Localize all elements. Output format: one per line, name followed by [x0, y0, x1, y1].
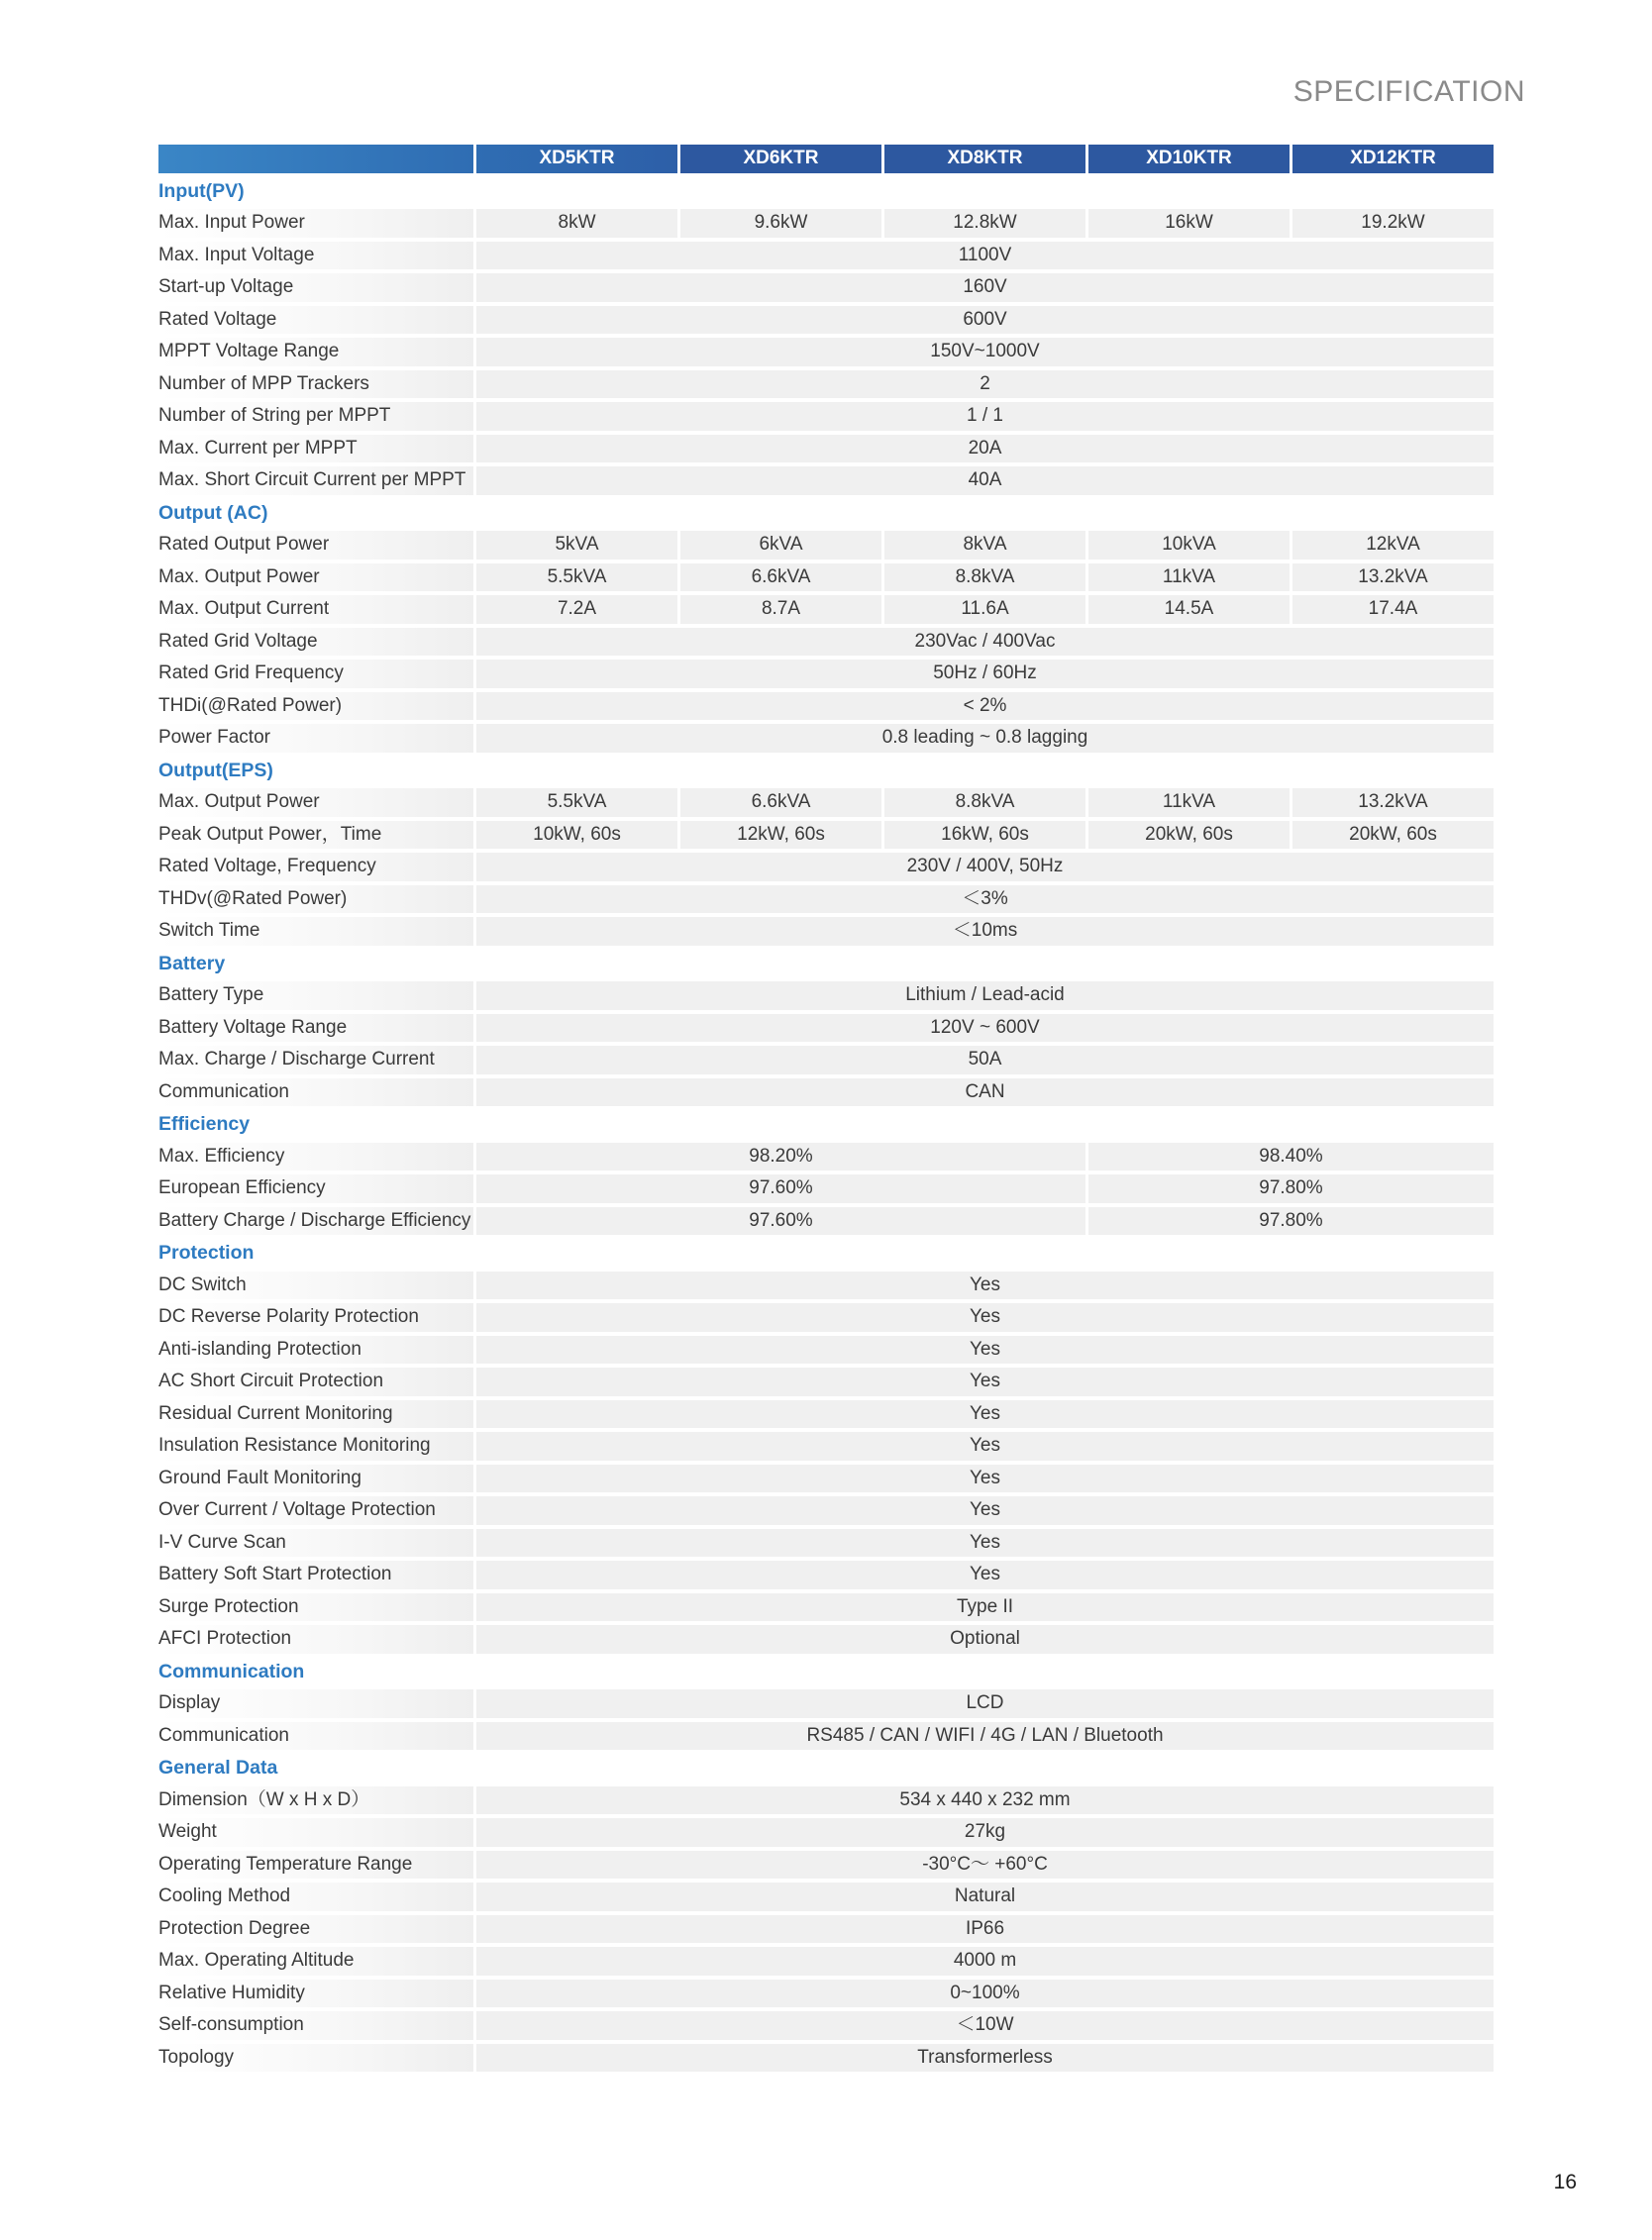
spec-value: 10kVA: [1088, 531, 1290, 560]
spec-value: 13.2kVA: [1292, 788, 1494, 817]
spec-row: [158, 1529, 1494, 1558]
spec-row: [158, 788, 1494, 817]
spec-label: Start-up Voltage: [158, 273, 473, 302]
spec-value: 13.2kVA: [1292, 563, 1494, 592]
section-title: Output (AC): [158, 499, 1494, 528]
spec-row: [158, 1593, 1494, 1622]
spec-value: CAN: [476, 1078, 1494, 1107]
spec-value: IP66: [476, 1915, 1494, 1944]
spec-row: [158, 338, 1494, 366]
section-row: [158, 499, 1494, 528]
spec-value: Yes: [476, 1529, 1494, 1558]
spec-row: [158, 1786, 1494, 1815]
spec-value: 20kW, 60s: [1292, 821, 1494, 850]
spec-label: Power Factor: [158, 724, 473, 753]
spec-label: Battery Soft Start Protection: [158, 1561, 473, 1589]
spec-row: [158, 1625, 1494, 1654]
spec-row: [158, 209, 1494, 238]
spec-value: 230V / 400V, 50Hz: [476, 853, 1494, 881]
spec-value: 50Hz / 60Hz: [476, 660, 1494, 688]
spec-row: [158, 306, 1494, 335]
spec-row: [158, 1014, 1494, 1043]
spec-value: 12kVA: [1292, 531, 1494, 560]
spec-label: Insulation Resistance Monitoring: [158, 1432, 473, 1461]
spec-value: 160V: [476, 273, 1494, 302]
spec-value: 16kW, 60s: [884, 821, 1085, 850]
spec-row: [158, 724, 1494, 753]
spec-label: Anti-islanding Protection: [158, 1336, 473, 1365]
spec-label: Self-consumption: [158, 2011, 473, 2040]
spec-value: RS485 / CAN / WIFI / 4G / LAN / Bluetooth: [476, 1722, 1494, 1751]
section-title: Efficiency: [158, 1110, 1494, 1139]
spec-label: Max. Output Power: [158, 788, 473, 817]
spec-value: 40A: [476, 466, 1494, 495]
spec-label: AC Short Circuit Protection: [158, 1368, 473, 1396]
spec-label: Peak Output Power，Time: [158, 821, 473, 850]
spec-label: Surge Protection: [158, 1593, 473, 1622]
spec-label: Rated Grid Frequency: [158, 660, 473, 688]
spec-value: 534 x 440 x 232 mm: [476, 1786, 1494, 1815]
spec-label: Topology: [158, 2044, 473, 2073]
header-label-cell: [158, 145, 473, 173]
spec-value: ＜10W: [476, 2011, 1494, 2040]
section-row: [158, 950, 1494, 978]
spec-label: Max. Operating Altitude: [158, 1947, 473, 1976]
spec-label: Max. Current per MPPT: [158, 435, 473, 463]
spec-row: [158, 692, 1494, 721]
spec-label: Weight: [158, 1818, 473, 1847]
model-header: XD8KTR: [884, 145, 1085, 173]
spec-label: Number of MPP Trackers: [158, 370, 473, 399]
spec-table-header: [158, 145, 1494, 173]
spec-row: [158, 1272, 1494, 1300]
spec-value: Yes: [476, 1272, 1494, 1300]
spec-label: Max. Charge / Discharge Current: [158, 1046, 473, 1074]
spec-label: MPPT Voltage Range: [158, 338, 473, 366]
spec-value: 11.6A: [884, 595, 1085, 624]
spec-row: [158, 1947, 1494, 1976]
spec-value: 8kW: [476, 209, 677, 238]
spec-value: 20A: [476, 435, 1494, 463]
spec-row: [158, 2011, 1494, 2040]
spec-row: [158, 1465, 1494, 1493]
spec-value: 230Vac / 400Vac: [476, 628, 1494, 657]
spec-value: 120V ~ 600V: [476, 1014, 1494, 1043]
spec-label: Max. Short Circuit Current per MPPT: [158, 466, 473, 495]
spec-value: 2: [476, 370, 1494, 399]
section-row: [158, 177, 1494, 206]
spec-row: [158, 1368, 1494, 1396]
spec-label: Rated Output Power: [158, 531, 473, 560]
spec-value: ＜10ms: [476, 917, 1494, 946]
spec-value: Lithium / Lead-acid: [476, 981, 1494, 1010]
section-title: Communication: [158, 1658, 1494, 1686]
spec-label: Dimension（W x H x D）: [158, 1786, 473, 1815]
spec-value: Yes: [476, 1496, 1494, 1525]
spec-row: [158, 466, 1494, 495]
spec-value: 7.2A: [476, 595, 677, 624]
model-header: XD6KTR: [680, 145, 881, 173]
spec-label: DC Switch: [158, 1272, 473, 1300]
spec-row: [158, 1496, 1494, 1525]
spec-label: I-V Curve Scan: [158, 1529, 473, 1558]
spec-value: Yes: [476, 1303, 1494, 1332]
spec-row: [158, 1207, 1494, 1236]
spec-row: [158, 1336, 1494, 1365]
spec-value: 6.6kVA: [680, 563, 881, 592]
spec-label: Relative Humidity: [158, 1980, 473, 2008]
spec-value: 98.40%: [1088, 1143, 1494, 1171]
spec-label: Over Current / Voltage Protection: [158, 1496, 473, 1525]
spec-value: 17.4A: [1292, 595, 1494, 624]
spec-value: 8.8kVA: [884, 788, 1085, 817]
page-number: 16: [1553, 2171, 1577, 2193]
spec-row: [158, 1432, 1494, 1461]
spec-row: [158, 1915, 1494, 1944]
spec-label: Max. Efficiency: [158, 1143, 473, 1171]
spec-label: Residual Current Monitoring: [158, 1400, 473, 1429]
spec-value: Type II: [476, 1593, 1494, 1622]
spec-value: 150V~1000V: [476, 338, 1494, 366]
spec-value: Yes: [476, 1465, 1494, 1493]
spec-value: 11kVA: [1088, 788, 1290, 817]
spec-value: 0~100%: [476, 1980, 1494, 2008]
spec-value: -30°C～ +60°C: [476, 1851, 1494, 1880]
spec-value: 10kW, 60s: [476, 821, 677, 850]
section-title: Battery: [158, 950, 1494, 978]
spec-value: 12kW, 60s: [680, 821, 881, 850]
spec-row: [158, 1078, 1494, 1107]
spec-value: Transformerless: [476, 2044, 1494, 2073]
spec-row: [158, 563, 1494, 592]
spec-label: DC Reverse Polarity Protection: [158, 1303, 473, 1332]
spec-value: 97.80%: [1088, 1174, 1494, 1203]
spec-value: Yes: [476, 1561, 1494, 1589]
spec-label: Communication: [158, 1078, 473, 1107]
spec-row: [158, 595, 1494, 624]
spec-label: Max. Output Current: [158, 595, 473, 624]
spec-label: Max. Output Power: [158, 563, 473, 592]
spec-value: 600V: [476, 306, 1494, 335]
spec-value: 1100V: [476, 242, 1494, 270]
spec-value: 1 / 1: [476, 402, 1494, 431]
spec-label: Cooling Method: [158, 1883, 473, 1911]
spec-value: 9.6kW: [680, 209, 881, 238]
spec-row: [158, 2044, 1494, 2073]
spec-value: 97.60%: [476, 1174, 1085, 1203]
spec-row: [158, 917, 1494, 946]
spec-value: 97.60%: [476, 1207, 1085, 1236]
spec-row: [158, 1174, 1494, 1203]
spec-label: Battery Voltage Range: [158, 1014, 473, 1043]
spec-value: 5.5kVA: [476, 563, 677, 592]
spec-label: Protection Degree: [158, 1915, 473, 1944]
spec-value: 8kVA: [884, 531, 1085, 560]
spec-value: 50A: [476, 1046, 1494, 1074]
spec-row: [158, 273, 1494, 302]
spec-row: [158, 435, 1494, 463]
spec-label: Rated Voltage: [158, 306, 473, 335]
spec-label: Display: [158, 1689, 473, 1718]
spec-row: [158, 981, 1494, 1010]
spec-row: [158, 1143, 1494, 1171]
header-row: [158, 145, 1494, 173]
spec-value: Yes: [476, 1368, 1494, 1396]
spec-label: Battery Type: [158, 981, 473, 1010]
spec-value: Optional: [476, 1625, 1494, 1654]
section-row: [158, 757, 1494, 785]
spec-row: [158, 370, 1494, 399]
spec-row: [158, 1818, 1494, 1847]
spec-row: [158, 1722, 1494, 1751]
spec-value: 6kVA: [680, 531, 881, 560]
spec-value: 8.8kVA: [884, 563, 1085, 592]
spec-row: [158, 402, 1494, 431]
spec-value: 16kW: [1088, 209, 1290, 238]
spec-label: Ground Fault Monitoring: [158, 1465, 473, 1493]
section-row: [158, 1110, 1494, 1139]
spec-label: THDi(@Rated Power): [158, 692, 473, 721]
spec-value: 11kVA: [1088, 563, 1290, 592]
spec-value: 5.5kVA: [476, 788, 677, 817]
spec-label: Rated Grid Voltage: [158, 628, 473, 657]
section-title: Output(EPS): [158, 757, 1494, 785]
spec-row: [158, 1689, 1494, 1718]
spec-value: ＜3%: [476, 885, 1494, 914]
section-title: Protection: [158, 1239, 1494, 1268]
spec-row: [158, 1851, 1494, 1880]
spec-row: [158, 821, 1494, 850]
spec-table-body: [158, 177, 1494, 2073]
spec-value: Natural: [476, 1883, 1494, 1911]
spec-value: 4000 m: [476, 1947, 1494, 1976]
spec-row: [158, 242, 1494, 270]
spec-row: [158, 1980, 1494, 2008]
spec-row: [158, 885, 1494, 914]
spec-label: THDv(@Rated Power): [158, 885, 473, 914]
spec-row: [158, 853, 1494, 881]
spec-value: LCD: [476, 1689, 1494, 1718]
spec-label: Max. Input Voltage: [158, 242, 473, 270]
spec-row: [158, 531, 1494, 560]
spec-value: 20kW, 60s: [1088, 821, 1290, 850]
spec-label: Operating Temperature Range: [158, 1851, 473, 1880]
spec-label: Max. Input Power: [158, 209, 473, 238]
spec-label: Communication: [158, 1722, 473, 1751]
spec-row: [158, 1046, 1494, 1074]
spec-row: [158, 1400, 1494, 1429]
spec-value: 19.2kW: [1292, 209, 1494, 238]
section-title: Input(PV): [158, 177, 1494, 206]
spec-row: [158, 1561, 1494, 1589]
model-header: XD5KTR: [476, 145, 677, 173]
spec-row: [158, 1303, 1494, 1332]
spec-value: 12.8kW: [884, 209, 1085, 238]
spec-value: 27kg: [476, 1818, 1494, 1847]
spec-label: Battery Charge / Discharge Efficiency: [158, 1207, 473, 1236]
spec-label: Number of String per MPPT: [158, 402, 473, 431]
spec-row: [158, 1883, 1494, 1911]
spec-value: 5kVA: [476, 531, 677, 560]
spec-label: AFCI Protection: [158, 1625, 473, 1654]
spec-table: [155, 141, 1497, 2076]
spec-value: Yes: [476, 1336, 1494, 1365]
section-title: General Data: [158, 1754, 1494, 1782]
spec-row: [158, 660, 1494, 688]
page-heading: SPECIFICATION: [1292, 75, 1525, 108]
model-header: XD10KTR: [1088, 145, 1290, 173]
spec-row: [158, 628, 1494, 657]
spec-value: 0.8 leading ~ 0.8 lagging: [476, 724, 1494, 753]
section-row: [158, 1658, 1494, 1686]
spec-label: Rated Voltage, Frequency: [158, 853, 473, 881]
model-header: XD12KTR: [1292, 145, 1494, 173]
spec-value: 8.7A: [680, 595, 881, 624]
spec-value: 97.80%: [1088, 1207, 1494, 1236]
spec-label: Switch Time: [158, 917, 473, 946]
spec-value: < 2%: [476, 692, 1494, 721]
spec-value: 6.6kVA: [680, 788, 881, 817]
spec-value: 14.5A: [1088, 595, 1290, 624]
spec-value: Yes: [476, 1400, 1494, 1429]
spec-label: European Efficiency: [158, 1174, 473, 1203]
section-row: [158, 1754, 1494, 1782]
spec-value: Yes: [476, 1432, 1494, 1461]
section-row: [158, 1239, 1494, 1268]
spec-value: 98.20%: [476, 1143, 1085, 1171]
